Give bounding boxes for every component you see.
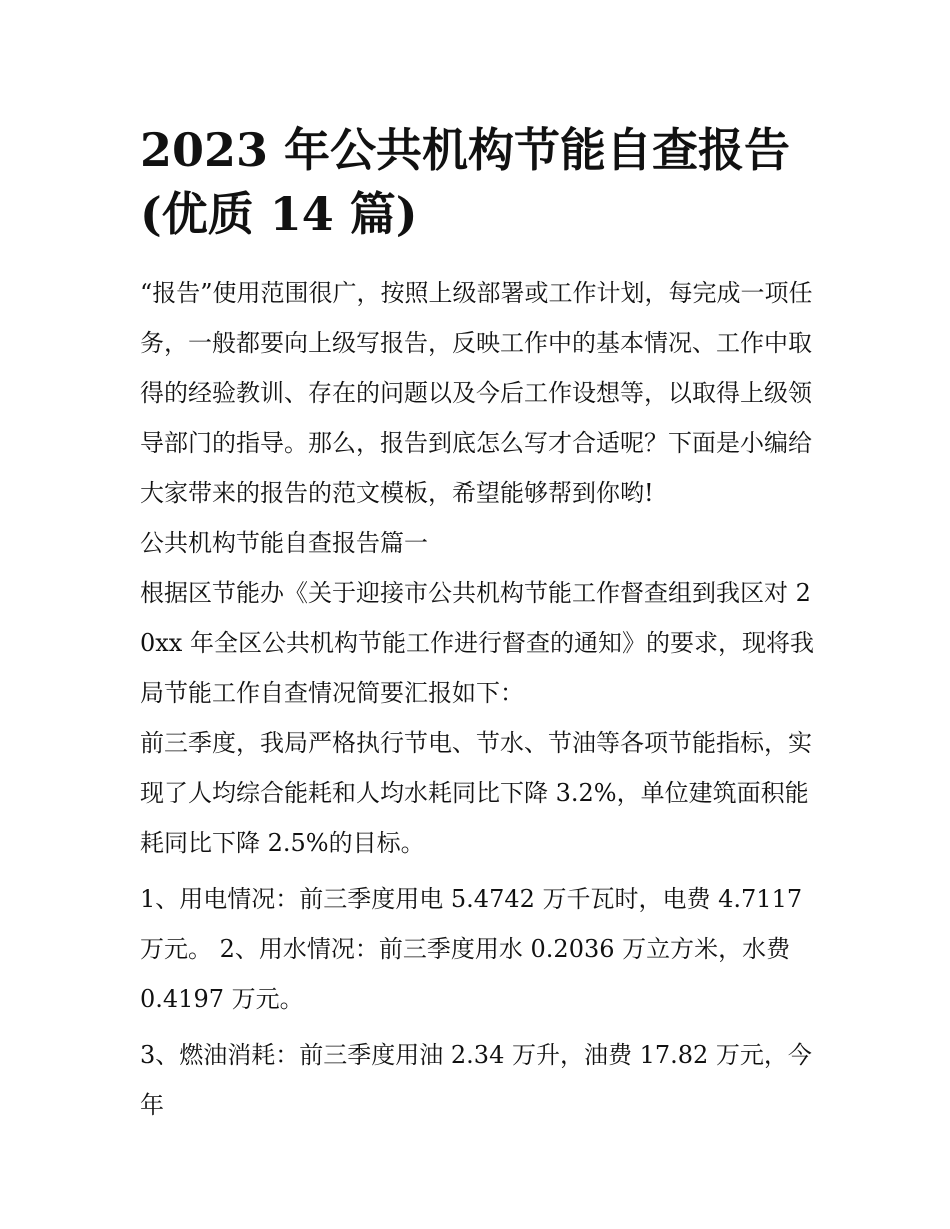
document-title: [140, 118, 820, 246]
body-paragraph: 前三季度，我局严格执行节电、节水、节油等各项节能指标，实现了人均综合能耗和人均水耗同比下降 3.2%，单位建筑面积能耗同比下降 2.5%的目标。: [140, 729, 812, 857]
document-body: [140, 268, 820, 1130]
section-heading: 公共机构节能自查报告篇一: [140, 529, 428, 557]
intro-paragraph: “报告”使用范围很广，按照上级部署或工作计划，每完成一项任务，一般都要向上级写报告，反映工作中的基本情况、工作中取得的经验教训、存在的问题以及今后工作设想等，以取得上级领导部门的指导。那么，报告到底怎么写才合适呢？下面是小编给大家带来的报告的范文模板，希望能够帮到你哟!: [140, 279, 813, 507]
body-paragraph: 1、用电情况：前三季度用电 5.4742 万千瓦时，电费 4.7117 万元。 2、用水情况：前三季度用水 0.2036 万立方米，水费 0.4197 万元。: [140, 885, 803, 1013]
body-paragraph: 根据区节能办《关于迎接市公共机构节能工作督查组到我区对 20xx 年全区公共机构节能工作进行督查的通知》的要求，现将我局节能工作自查情况简要汇报如下：: [140, 579, 814, 707]
document-page: [140, 118, 820, 1130]
body-paragraph: 3、燃油消耗：前三季度用油 2.34 万升，油费 17.82 万元，今年: [140, 1041, 812, 1119]
title-line-2: (优质 14 篇): [140, 187, 418, 241]
title-line-1: 2023 年公共机构节能自查报告: [140, 123, 791, 177]
